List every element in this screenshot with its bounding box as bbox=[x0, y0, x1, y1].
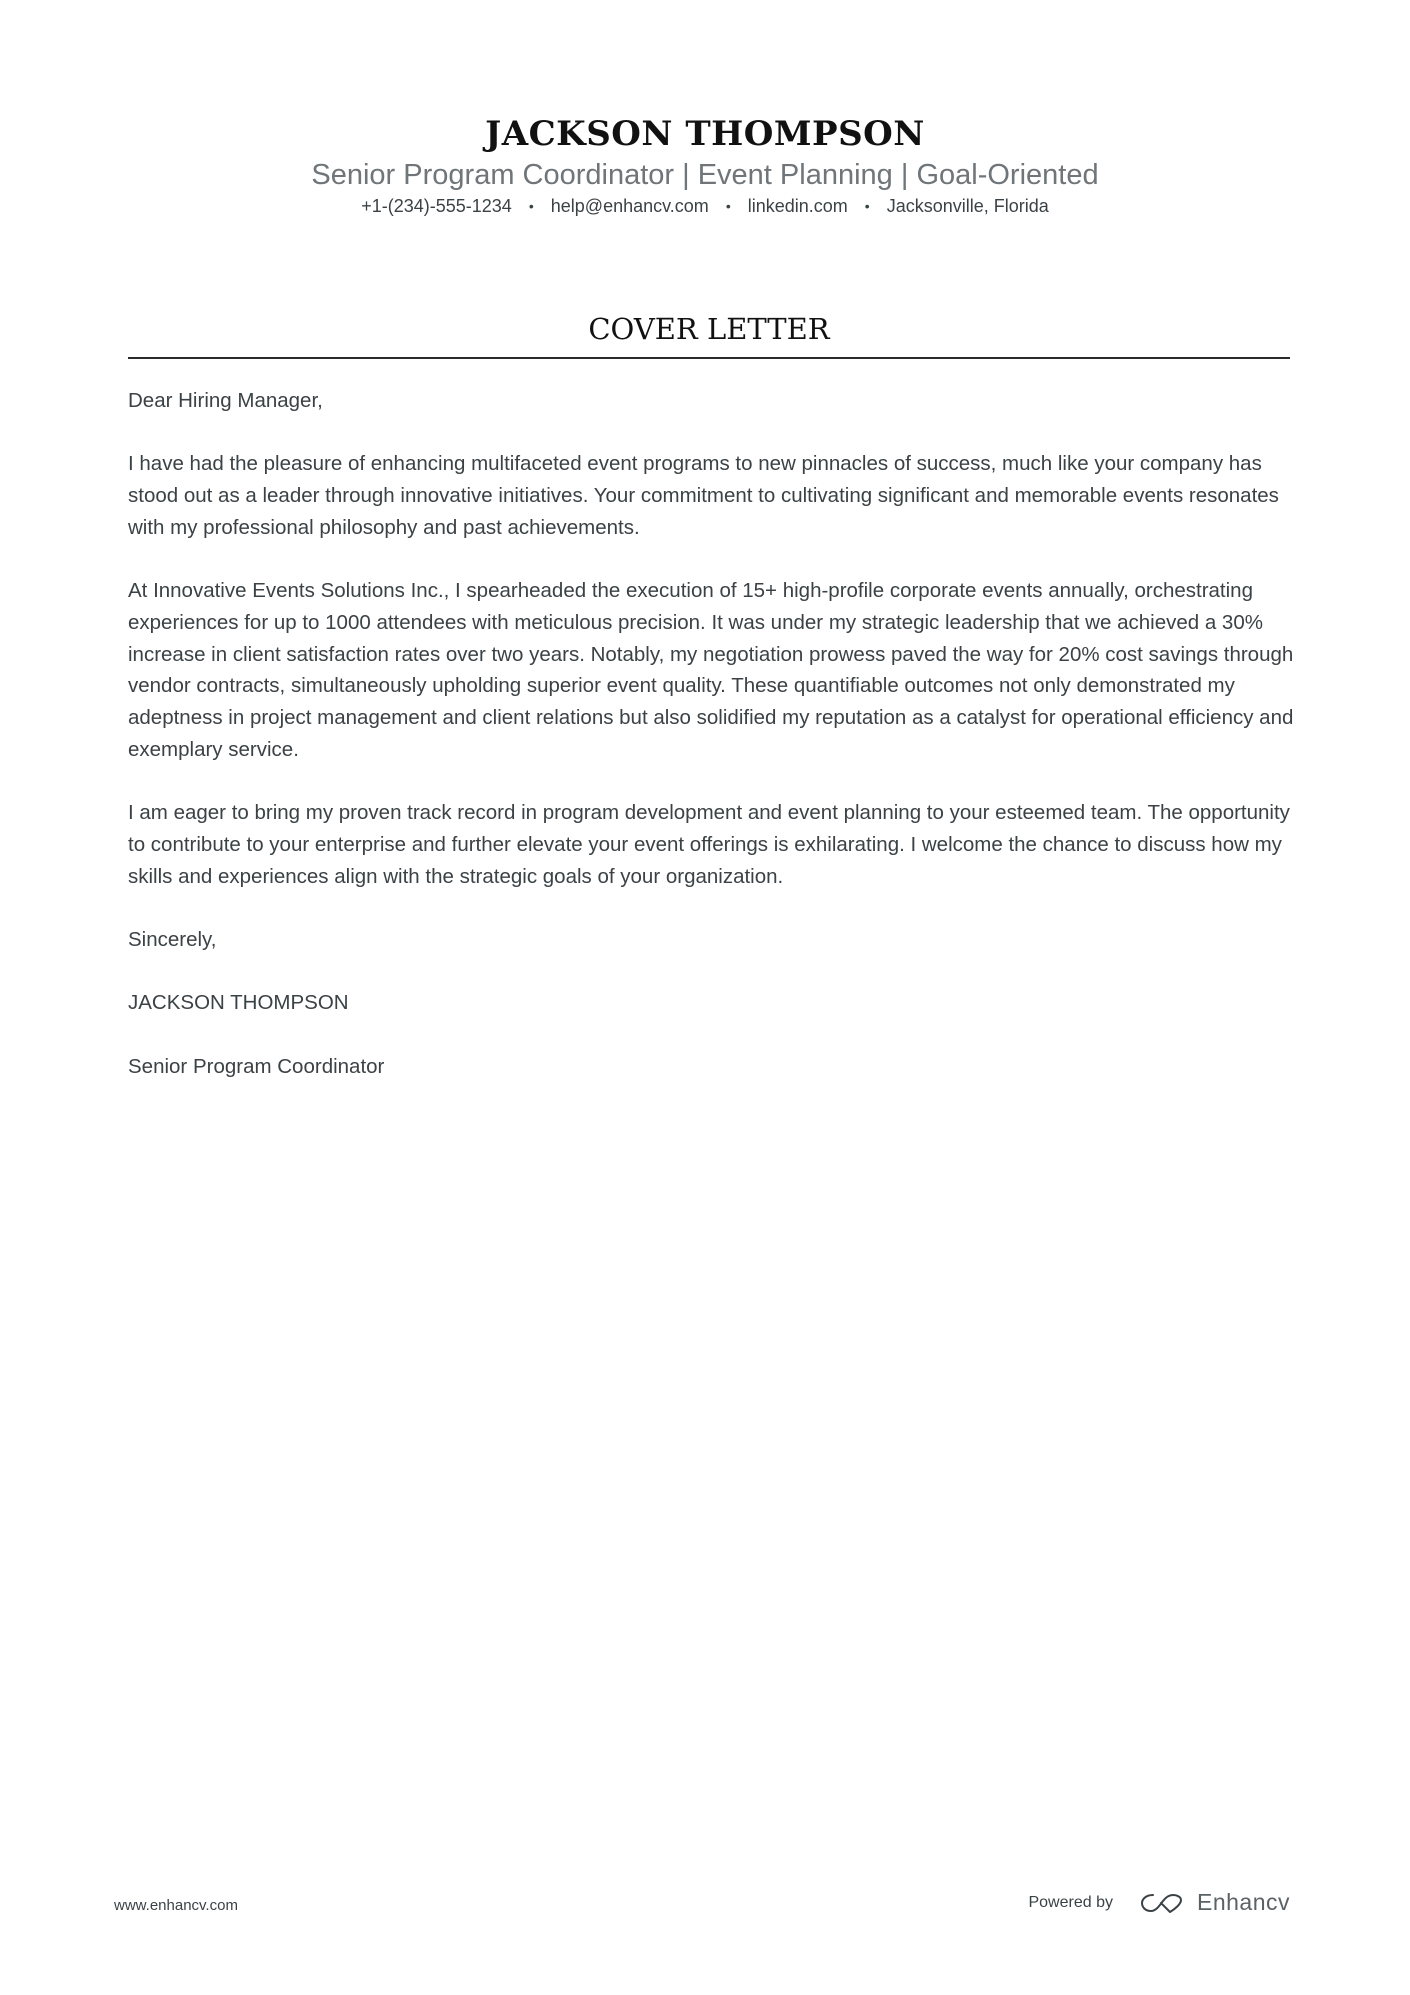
bullet-separator: • bbox=[528, 198, 534, 214]
contact-location: Jacksonville, Florida bbox=[886, 196, 1049, 216]
footer-website[interactable]: www.enhancv.com bbox=[114, 1897, 238, 1914]
signature-title: Senior Program Coordinator bbox=[128, 1054, 385, 1078]
powered-by-label: Powered by bbox=[1028, 1893, 1113, 1911]
section-divider bbox=[128, 357, 1290, 359]
letter-paragraph: I have had the pleasure of enhancing multifaceted event programs to new pinnacles of success, much like your company has stood out as a leader through innovative initiatives. Your commitment to cultivating significant and memorable events resonates with my professional philosophy and past achievements. bbox=[128, 452, 1279, 539]
bullet-separator: • bbox=[864, 198, 870, 214]
bullet-separator: • bbox=[725, 198, 731, 214]
contact-line bbox=[0, 194, 1410, 218]
enhancv-brand: Enhancv bbox=[1196, 1889, 1290, 1915]
section-title: COVER LETTER bbox=[588, 312, 830, 346]
enhancv-logo-icon bbox=[1139, 1891, 1185, 1915]
contact-phone: +1-(234)-555-1234 bbox=[361, 196, 512, 216]
applicant-name: JACKSON THOMPSON bbox=[485, 114, 925, 154]
letter-body bbox=[128, 385, 1298, 1114]
contact-email[interactable]: help@enhancv.com bbox=[550, 196, 709, 216]
salutation: Dear Hiring Manager, bbox=[128, 389, 323, 412]
letter-paragraph: I am eager to bring my proven track record in program development and event planning to your esteemed team. The opportunity to contribute to your enterprise and further elevate your event offerings is exhilarating. I welcome the chance to discuss how my skills and experiences align with the strategic goals of your organization. bbox=[128, 801, 1290, 888]
contact-linkedin[interactable]: linkedin.com bbox=[747, 196, 848, 216]
closing: Sincerely, bbox=[128, 927, 217, 951]
applicant-headline: Senior Program Coordinator | Event Planning | Goal-Oriented bbox=[311, 159, 1099, 191]
letter-paragraph: At Innovative Events Solutions Inc., I spearheaded the execution of 15+ high-profile corporate events annually, orchestrating experiences for up to 1000 attendees with meticulous precision. It was under my strategic leadership that we achieved a 30% increase in client satisfaction rates over two years. Notably, my negotiation prowess paved the way for 20% cost savings through vendor contracts, simultaneously upholding superior event quality. These quantifiable outcomes not only demonstrated my adeptness in project management and client relations but also solidified my reputation as a catalyst for operational efficiency and exemplary service. bbox=[128, 579, 1294, 761]
header bbox=[0, 112, 1410, 218]
signature-name: JACKSON THOMPSON bbox=[128, 991, 349, 1015]
powered-by-badge[interactable] bbox=[1028, 1889, 1290, 1916]
